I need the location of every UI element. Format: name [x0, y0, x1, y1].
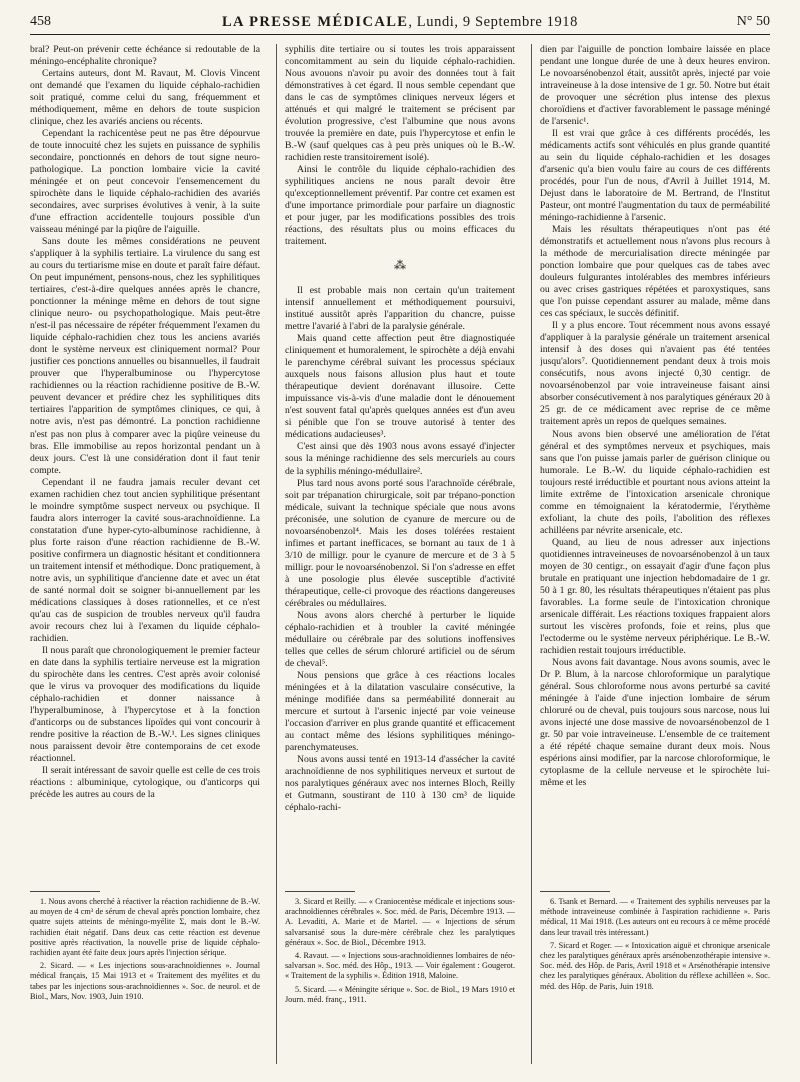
footnote: 4. Ravaut. — « Injections sous-arachnoïdiennes lombaires de néo-salvarsan ». Soc. méd. des Hôp., 1913. — Voir également : Gougerot. « Traitement de la syphilis ». Édition 1918, Maloine.: [285, 951, 515, 981]
footnote: 7. Sicard et Roger. — « Intoxication aiguë et chronique arsenicale chez les paralytiques généraux après arsénobenzothérapie intensive ». Soc. méd. des Hôp. de Paris, Avril 1918 et « Arsénothérapie intensive chez les paralytiques généraux. Abolition du réflexe achilléen ». Soc. méd. des Hôp. de Paris, Juin 1918.: [540, 940, 770, 991]
footnote: 6. Tsank et Bernard. — « Traitement des syphilis nerveuses par la méthode intraveineuse combinée à l'aspiration rachidienne ». Paris médical, 11 Mai 1918. (Les auteurs ont eu recours à ce même procédé dans leur travail très intéressant.): [540, 897, 770, 937]
body-paragraph: Il y a plus encore. Tout récemment nous avons essayé d'appliquer à la paralysie générale un traitement arsenical intensif à des doses qui n'avaient pas été tentées jusqu'alors⁷. Quotidiennement pendant deux à trois mois consécutifs, nous avons injecté 0,30 centigr. de novoarsénobenzol par voie intraveineuse faisant ainsi absorber consécutivement à nos paralytiques généraux 20 à 25 gr. de ce médicament avec reprise de ce même traitement après un repos de quelques semaines.: [540, 320, 770, 428]
body-paragraph: Nous avons bien observé une amélioration de l'état général et des symptômes nerveux et psychiques, mais sans que l'on puisse jamais parler de guérison clinique ou humorale. Le B.-W. du liquide céphalo-rachidien est toujours resté irréductible et pourtant nous avions atteint la limite extrême de l'intoxication arsenicale chronique comme en témoignaient la kératodermie, l'érythème exfoliant, la chute des poils, l'abolition des réflexes achilléens par névrite arsenicale, etc.: [540, 428, 770, 536]
body-paragraph: Nous avons aussi tenté en 1913-14 d'assécher la cavité arachnoïdienne de nos syphilitiques nerveux et surtout de nos paralytiques généraux avec nos internes Bloch, Reilly et Gutmann, soustirant de 110 à 130 cm³ de liquide céphalo-rachi-: [285, 753, 515, 813]
footnotes-column-1: [30, 897, 260, 1072]
footnotes-column-2: [285, 897, 515, 1072]
body-paragraph: Nous pensions que grâce à ces réactions locales méningées et à la dilatation vasculaire consécutive, la méninge modifiée dans sa perméabilité donnerait au mercure et surtout à l'arsenic injecté par voie veineuse l'occasion d'arriver en plus grande quantité et efficacement au contact même des lésions syphilitiques méningo-parenchymateuses.: [285, 669, 515, 753]
body-paragraph: bral? Peut-on prévenir cette échéance si redoutable de la méningo-encéphalite chronique?: [30, 44, 260, 68]
text-column-3: [540, 44, 770, 886]
footnote: 5. Sicard. — « Méningite sérique ». Soc. de Biol., 19 Mars 1910 et Journ. méd. franç., 1911.: [285, 984, 515, 1004]
body-paragraph: Mais quand cette affection peut être diagnostiquée cliniquement et humoralement, le spirochète a déjà envahi le parenchyme cérébral suivant les processus spéciaux auxquels nous faisons allusion plus haut et toute thérapeutique devient dorénavant illusoire. Cette impuissance vis-à-vis d'une maladie dont le dénouement n'est souvent fatal qu'après quelques années est d'un aveu si pénible que l'on se trouve autorisé à tenter des médications audacieuses³.: [285, 333, 515, 441]
journal-title-line: LA PRESSE MÉDICALE, Lundi, 9 Septembre 1918: [221, 14, 578, 30]
body-paragraph: Il est vrai que grâce à ces différents procédés, les médicaments actifs sont véhiculés en plus grande quantité au sein du liquide céphalo-rachidien et les dosages d'arsenic qu'a bien voulu faire au cours de ces différents procédés, pour l'un de nous, d'Avril à Juillet 1914, M. Dejust dans le laboratoire de M. Bertrand, de l'Institut Pasteur, ont montré l'augmentation du taux de perméabilité méningo-rachidienne à l'arsenic.: [540, 128, 770, 224]
header-rule: [30, 34, 770, 35]
body-paragraph: C'est ainsi que dès 1903 nous avons essayé d'injecter sous la méninge rachidienne des sels mercuriels au cours de la syphilis méningo-médullaire².: [285, 441, 515, 477]
body-paragraph: Mais les résultats thérapeutiques n'ont pas été démonstratifs et actuellement nous n'avons plus recours à la méthode de mercurialisation directe méningée par ponction lombaire que pour quelques cas de tabes avec douleurs fulgurantes intolérables des membres inférieurs ou avec crises gastriques répétées et paroxystiques, sans que l'on puisse cependant assurer au malade, même dans ces cas spéciaux, le succès définitif.: [540, 224, 770, 320]
column-divider: [276, 44, 277, 1064]
body-paragraph: Nous avons alors cherché à perturber le liquide céphalo-rachidien et à troubler la cavité méningée médullaire ou cérébrale par des solutions inoffensives telles que celles de sérum chloruré artificiel ou de sérum de cheval⁵.: [285, 609, 515, 669]
footnote: 2. Sicard. — « Les injections sous-arachnoïdiennes ». Journal médical français, 15 Mai 1913 et « Traitement des myélites et du tabes par les injections sous-arachnoïdiennes ». Soc. de neurol. et de Biol., Mars, Nov. 1903, Juin 1910.: [30, 961, 260, 1001]
body-paragraph: Quand, au lieu de nous adresser aux injections quotidiennes intraveineuses de novoarsénobenzol à un taux moyen de 30 centigr., on essayait d'agir d'une façon plus brutale en pratiquant une injection hebdomadaire de 1 gr. 50 à 1 gr. 80, les résultats thérapeutiques n'étaient pas plus favorables. La forme seule de l'intoxication chronique arsenicale différait. Les réactions toxiques frappaient alors surtout les viscères profonds, foie et reins, plus que l'ectoderme ou le système nerveux périphérique. Le B.-W. rachidien restait toujours irréductible.: [540, 536, 770, 656]
body-paragraph: Plus tard nous avons porté sous l'arachnoïde cérébrale, soit par trépanation chirurgicale, soit par trépano-ponction médicale, suivant la technique spéciale que nous avons préconisée, une solution de cyanure de mercure ou de novoarsénobenzol⁴. Mais les doses tolérées restaient infimes et partant inefficaces, se bornant au taux de 1 à 3/10 de milligr. pour le cyanure de mercure et de 3 à 5 milligr. pour le novoarsénobenzol. Si l'on s'adresse en effet à une posologie plus élevée susceptible d'activité thérapeutique, celle-ci provoque des réactions dangereuses cérébrales ou médullaires.: [285, 477, 515, 609]
body-paragraph: Ainsi le contrôle du liquide céphalo-rachidien des syphilitiques anciens ne nous paraît devoir être qu'exceptionnellement préventif. Par contre cet examen est d'une importance primordiale pour parfaire un diagnostic et pour juger, par les modifications possibles des trois réactions, des résultats plus ou moins efficaces du traitement.: [285, 164, 515, 248]
issue-number: N° 50: [736, 14, 770, 29]
column-divider: [531, 44, 532, 1064]
journal-name: LA PRESSE MÉDICALE: [221, 14, 409, 30]
section-break-asterism: ⁂: [394, 258, 406, 273]
footnote-rule: [540, 891, 610, 892]
body-paragraph: Cependant il ne faudra jamais reculer devant cet examen rachidien chez tout ancien syphilitique présentant le moindre symptôme suspect nerveux ou psychique. Il faudra alors interroger la cavité sous-arachnoïdienne. La constatation d'une hyper-cyto-albuminose rachidienne, à plus forte raison d'une réaction rachidienne de B.-W. positive confirmera un diagnostic hésitant et conditionnera un traitement intensif et méthodique. Donc pratiquement, à notre avis, un syphilitique d'ancienne date et avec un état de santé normal doit se soigner bi-annuellement par les médications classiques à doses rationnelles, et ce n'est qu'au cas de suspicion de troubles nerveux qu'il faudra avoir recours chez lui à l'examen du liquide céphalo-rachidien.: [30, 476, 260, 644]
body-paragraph: Il nous paraît que chronologiquement le premier facteur en date dans la syphilis tertiaire nerveuse est la migration du spirochète dans les centres. C'est après avoir colonisé que le virus va provoquer des modifications du liquide céphalo-rachidien et donner naissance à l'hyperalbuminose, à l'hypercytose et à la fonction d'anticorps ou de substances lipoïdes qui vont concourir à rendre positive la réaction de B.-W.¹. Les signes cliniques nous paraissent devoir être contemporains de cet exode réactionnel.: [30, 644, 260, 764]
body-paragraph: dien par l'aiguille de ponction lombaire laissée en place pendant une longue durée de une à deux heures environ. Le novoarsénobenzol était, aussitôt après, injecté par voie intraveineuse à la dose intensive de 1 gr. 50. Notre but était de provoquer une sécrétion plus intense des plexus choroïdiens et d'activer favorablement le passage méningé de l'arsenic¹.: [540, 44, 770, 128]
body-paragraph: Certains auteurs, dont M. Ravaut, M. Clovis Vincent ont demandé que l'examen du liquide céphalo-rachidien soit pratiqué, comme celui du sang, fréquemment et méthodiquement, même en dehors de toute suspicion clinique, chez les avariés anciens ou récents.: [30, 68, 260, 128]
body-paragraph: Nous avons fait davantage. Nous avons soumis, avec le Dr P. Blum, à la narcose chloroformique un paralytique général. Sous chloroforme nous avons perturbé sa cavité méningée à l'aide d'une injection lombaire de sérum chloruré ou de cheval, puis toujours sous narcose, nous lui avons injecté une dose massive de novoarsénobenzol de 1 gr. 50 par voie intraveineuse. L'ensemble de ce traitement a été répété chaque semaine durant deux mois. Nous espérions ainsi modifier, par la narcose chloroformique, le cytoplasme de la cellule nerveuse et le spirochète lui-même et les: [540, 656, 770, 788]
footnote: 3. Sicard et Reilly. — « Craniocentèse médicale et injections sous-arachnoïdiennes cérébrales ». Soc. méd. de Paris, Décembre 1913. — A. Levaditi, A. Marie et de Martel. — « Injections de sérum salvarsanisé sous la dure-mère cérébrale chez les paralytiques généraux ». Soc. de Biol., Décembre 1913.: [285, 897, 515, 947]
footnote-rule: [30, 891, 100, 892]
page-number: 458: [30, 14, 51, 29]
body-paragraph: Sans doute les mêmes considérations ne peuvent s'appliquer à la syphilis tertiaire. La virulence du sang est au cours du tertiarisme mise en doute et paraît faire défaut. On peut impunément, pensons-nous, chez les syphilitiques tertiaires, c'est-à-dire quelques années après le chancre, ponctionner la méninge même en dehors de tout signe clinique neuro- ou psychopathologique. Mais peut-être n'est-il pas nécessaire de répéter fréquemment l'examen du liquide céphalo-rachidien chez tous les anciens avariés dont le système nerveux est cliniquement normal? Pour justifier ces ponctions annuelles ou bisannuelles, il faudrait prouver que l'hyperalbuminose ou l'hypercytose rachidiennes ou la réaction rachidienne positive de B.-W. peuvent devancer et prédire chez les syphilitiques dits tertiaires l'apparition de symptômes cliniques, ce qui, à notre avis, n'est pas démontré. La ponction rachidienne n'est pas non plus à comparer avec la piqûre veineuse du bras. Elle immobilise au repos horizontal pendant un à deux jours. C'est là une considération dont il faut tenir compte.: [30, 236, 260, 476]
footnote: 1. Nous avons cherché à réactiver la réaction rachidienne de B.-W. au moyen de 4 cm³ de sérum de cheval après ponction lombaire, chez quatre sujets atteints de méningo-myélite Σ, mais dont le B.-W. rachidien était négatif. Dans deux cas cette réaction est devenue positive après réactivation, la nouvelle prise de liquide céphalo-rachidien ayant été faite deux jours après l'injection sérique.: [30, 897, 260, 958]
body-paragraph: Il serait intéressant de savoir quelle est celle de ces trois réactions : albuminique, cytologique, ou d'anticorps qui précède les autres au cours de la: [30, 764, 260, 800]
text-column-1: [30, 44, 260, 886]
body-paragraph: Il est probable mais non certain qu'un traitement intensif annuellement et méthodiquement poursuivi, institué aussitôt après l'apparition du chancre, puisse mettre l'avarié à l'abri de la paralysie générale.: [285, 285, 515, 333]
footnote-rule: [285, 891, 355, 892]
footnotes-column-3: [540, 897, 770, 1072]
body-paragraph: syphilis dite tertiaire ou si toutes les trois apparaissent concomitamment au sein du liquide céphalo-rachidien. Nous avouons n'avoir pu avoir des données tout à fait démonstratives à cet égard. Il nous semble cependant que dans le cas de symptômes cliniques nerveux légers et atténués et qui malgré le traitement se précisent par évolution progressive, c'est l'albumine que nous avons trouvée la première en date, puis l'hypercytose et enfin le B.-W (sauf quelques cas à peu près uniques où le B.-W. rachidien reste transitoirement isolé).: [285, 44, 515, 164]
issue-date: Lundi, 9 Septembre 1918: [416, 14, 578, 30]
body-paragraph: Cependant la rachicentèse peut ne pas être dépourvue de toute innocuité chez les sujets en puissance de syphilis secondaire, ponctionnés en dehors de tout signe neuro-pathologique. La ponction lombaire vicie la cavité méningée et on peut concevoir l'ensemencement du spirochète dans le liquide céphalo-rachidien des avariés secondaires, avec surprises évolutives à venir, à la suite d'une effraction accidentelle toujours possible d'un vaisseau méningé par la piqûre de l'aiguille.: [30, 128, 260, 236]
text-column-2: [285, 44, 515, 886]
page-header: [30, 14, 770, 34]
